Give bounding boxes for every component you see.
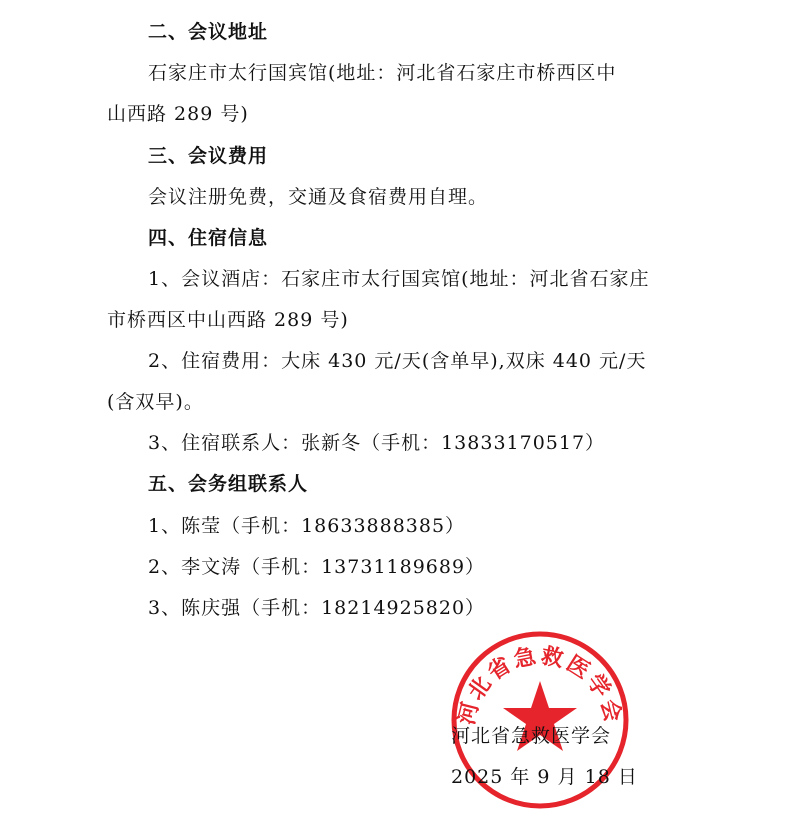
- contact-line-2: 2、李文涛（手机：13731189689）: [148, 556, 486, 578]
- lodging-line-3: 2、住宿费用：大床 430 元/天(含单早),双床 440 元/天: [148, 350, 647, 372]
- address-line-1: 石家庄市太行国宾馆(地址：河北省石家庄市桥西区中: [148, 62, 617, 84]
- lodging-line-5: 3、住宿联系人：张新冬（手机：13833170517）: [148, 432, 606, 454]
- signoff-date: 2025 年 9 月 18 日: [451, 766, 638, 788]
- address-line-2: 山西路 289 号): [107, 103, 249, 125]
- lodging-line-1: 1、会议酒店：石家庄市太行国宾馆(地址：河北省石家庄: [148, 268, 650, 290]
- seal-arc-text: 河北省急救医学会: [454, 643, 626, 728]
- section-heading-lodging: 四、住宿信息: [148, 227, 269, 249]
- contact-line-3: 3、陈庆强（手机：18214925820）: [148, 597, 486, 619]
- signoff-organization: 河北省急救医学会: [451, 725, 612, 747]
- lodging-line-2: 市桥西区中山西路 289 号): [107, 309, 349, 331]
- section-heading-address: 二、会议地址: [148, 21, 269, 43]
- section-heading-contacts: 五、会务组联系人: [148, 473, 309, 495]
- section-heading-fee: 三、会议费用: [148, 145, 269, 167]
- lodging-line-4: (含双早)。: [107, 391, 204, 413]
- contact-line-1: 1、陈莹（手机：18633888385）: [148, 515, 466, 537]
- fee-line-1: 会议注册免费，交通及食宿费用自理。: [148, 186, 489, 208]
